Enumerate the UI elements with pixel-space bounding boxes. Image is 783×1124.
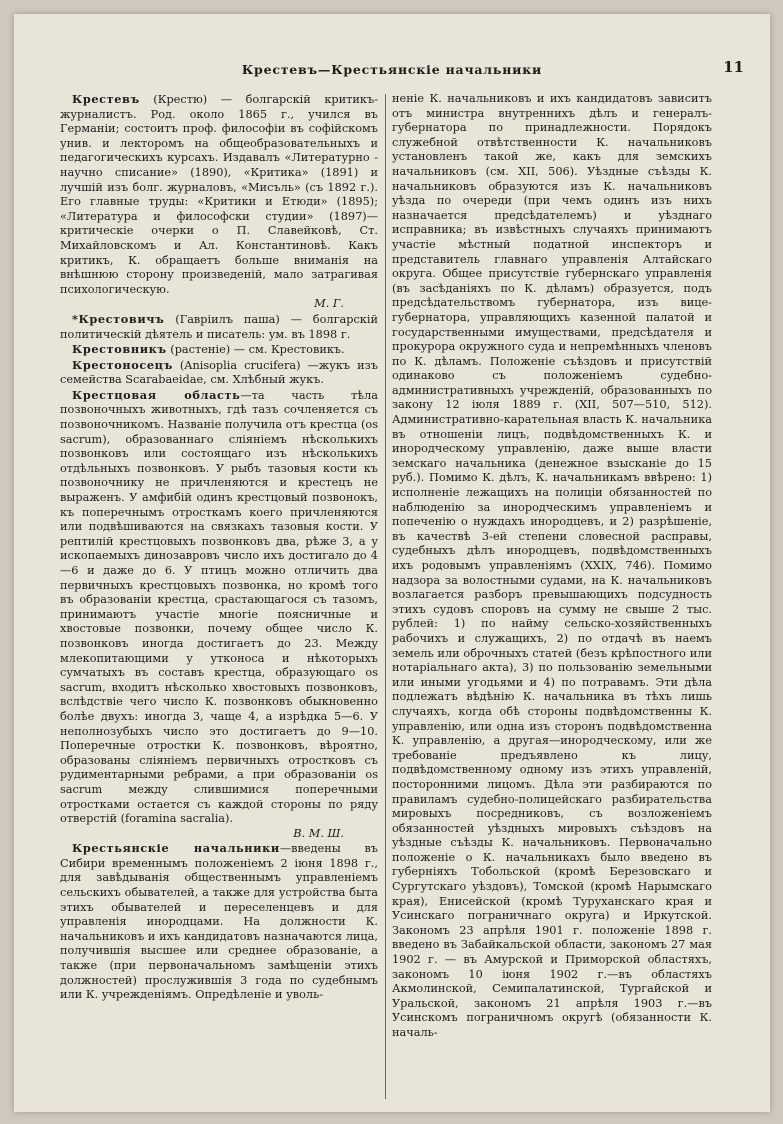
entry-text: (растеніе) — см. Крестовикъ.: [166, 343, 345, 357]
entry-text: (Anisoplia crucifera) —жукъ изъ семейства Scarabaeidae, см. Хлѣбный жукъ.: [60, 358, 378, 387]
headword: Крестьянскіе начальники: [72, 841, 280, 856]
author-signature: В. М. Ш.: [293, 826, 344, 840]
column-divider: [385, 94, 386, 1099]
entry-text: (Гавріилъ паша) — болгарскій политическій дѣятель и писатель: ум. въ 1898 г.: [60, 312, 378, 341]
entry-text: —введены въ Сибири временнымъ положеніемъ 2 іюня 1898 г., для завѣдыванія общественнымъ управленіемъ сельскихъ обывателей, а также для устройства быта этихъ обывателей и переселенцевъ и для управленія инородцами. На должности К. начальниковъ и ихъ кандидатовъ назначаются лица, получившія высшее или среднее образованіе, а также (при первоначальномъ замѣщеніи этихъ должностей) прослужившія 3 года по судебнымъ или К. учрежденіямъ. Опредѣленіе и уволь-: [60, 842, 378, 1002]
entry-krestovnik: [60, 342, 378, 358]
headword: Крестовникъ: [72, 342, 167, 357]
entry-krestovich: [60, 312, 378, 342]
entry-krestonosets: [60, 358, 378, 388]
right-column: [392, 92, 712, 1041]
page-number: 11: [723, 58, 744, 76]
author-signature: М. Г.: [314, 297, 344, 311]
entry-text: (Крестю) — болгарскій критикъ-журналистъ. Род. около 1865 г., учился въ Германіи; состоитъ проф. философіи въ софійскомъ унив. и лекторомъ на общеобразовательныхъ и педагогическихъ курсахъ. Издавалъ «Литературно - научно списание» (1890), «Критика» (1891) и лучшій изъ болг. журналовъ, «Мисъль» (съ 1892 г.). Его главные труды: «Критики и Етюди» (1895); «Литература и философски студии» (1897)—критическіе очерки о П. Славейковѣ, Ст. Михайловскомъ и Ал. Константиновѣ. Какъ критикъ, К. обращаетъ больше вниманія на внѣшнюю сторону произведеній, мало затрагивая психологическую.: [60, 93, 378, 296]
document-page: [14, 14, 770, 1112]
left-column: [60, 92, 378, 1003]
running-head: Крестевъ—Крестьянскіе начальники: [241, 62, 543, 77]
entry-sacral-region: [60, 388, 378, 827]
entry-continuation: неніе К. начальниковъ и ихъ кандидатовъ зависитъ отъ министра внутреннихъ дѣлъ и генералъ-губернатора по принадлежности. Порядокъ служебной отвѣтственности К. начальниковъ установленъ такой же, какъ для земскихъ начальниковъ (см. XII, 506). Уѣздные съѣзды К. начальниковъ образуются изъ К. начальниковъ уѣзда по очереди (при чемъ одинъ изъ нихъ назначается предсѣдателемъ) и уѣзднаго исправника; въ извѣстныхъ случаяхъ принимаютъ участіе мѣстный податной инспекторъ и представитель главнаго управленія Алтайскаго округа. Общее присутствіе губернскаго управленія (въ засѣданіяхъ по К. дѣламъ) образуется, подъ предсѣдательствомъ губернатора, изъ вице-губернатора, управляющихъ казенной палатой и государственными имуществами, предсѣдателя и прокурора окружного суда и непремѣнныхъ членовъ по К. дѣламъ. Положеніе съѣздовъ и присутствій одинаково съ положеніемъ судебно-административныхъ учрежденій, образованныхъ по закону 12 іюля 1889 г. (XII, 507—510, 512). Административно-карательная власть К. начальника въ отношеніи лицъ, подвѣдомственныхъ К. и инородческому управленію, даже выше власти земскаго начальника (денежное взысканіе до 15 руб.). Помимо К. дѣлъ, К. начальникамъ ввѣрено: 1) исполненіе лежащихъ на полиціи обязанностей по наблюденію за инородческимъ управленіемъ и попеченію о нуждахъ инородцевъ, и 2) разрѣшеніе, въ качествѣ 3-ей степени словесной расправы, судебныхъ дѣлъ инородцевъ, подвѣдомственныхъ ихъ родовымъ управленіямъ (XXIX, 746). Помимо надзора за волостными судами, на К. начальниковъ возлагается разборъ превышающихъ подсудность этихъ судовъ споровъ на сумму не свыше 2 тыс. рублей: 1) по найму сельско-хозяйственныхъ рабочихъ и служащихъ, 2) по отдачѣ въ наемъ земель или оброчныхъ статей (безъ крѣпостного или нотаріальнаго акта), 3) по пользованію земельными или иными угодьями и 4) по потравамъ. Эти дѣла подлежатъ вѣдѣнію К. начальника въ тѣхъ лишь случаяхъ, когда обѣ стороны подвѣдомственны К. управленію, или одна изъ сторонъ подвѣдомственна К. управленію, а другая—инородческому, или же требованіе предъявлено къ лицу, подвѣдомственному одному изъ этихъ управленій, посторонними лицомъ. Дѣла эти разбираются по правиламъ судебно-полицейскаго разбирательства мировыхъ посредниковъ, съ возложеніемъ обязанностей уѣздныхъ мировыхъ съѣздовъ на уѣздные съѣзды К. начальниковъ. Первоначально положеніе о К. начальникахъ было введено въ губерніяхъ Тобольской (кромѣ Березовскаго и Сургутскаго уѣздовъ), Томской (кромѣ Нарымскаго края), Енисейской (кромѣ Туруханскаго края и Усинскаго пограничнаго округа) и Иркутской. Закономъ 23 апрѣля 1901 г. положеніе 1898 г. введено въ Забайкальской области, закономъ 27 мая 1902 г. — въ Амурской и Приморской областяхъ, закономъ 10 іюня 1902 г.—въ областяхъ Акмолинской, Семипалатинской, Тургайской и Уральской, закономъ 21 апрѣля 1903 г.—въ Усинскомъ пограничномъ округѣ (обязанности К. началь-: [392, 92, 712, 1039]
headword: Крестцовая область: [72, 387, 241, 402]
headword: Крестевъ: [72, 92, 140, 106]
entry-krestev: [60, 92, 378, 297]
headword: Крестоносецъ: [72, 357, 173, 372]
entry-text: —та часть тѣла позвоночныхъ животныхъ, гдѣ тазъ сочленяется съ позвоночникомъ. Названіе получила отъ крестца (os sacrum), образованнаго сліяніемъ нѣсколькихъ позвонковъ или состоящаго изъ нѣсколькихъ отдѣльныхъ позвонковъ. У рыбъ тазовыя кости къ позвоночнику не причленяются и крестецъ не выраженъ. У амфибій одинъ крестцовый позвонокъ, къ поперечнымъ отросткамъ коего причленяются или подвѣшиваются на связкахъ тазовыя кости. У рептилій крестцовыхъ позвонковъ два, рѣже 3, а у ископаемыхъ динозавровъ число ихъ достигало до 4—6 и даже до 6. У птицъ можно отличить два первичныхъ крестцовыхъ позвонка, но кромѣ того въ образованіи крестца, срастающагося съ тазомъ, принимаютъ участіе многіе поясничные и хвостовые позвонки, почему общее число К. позвонковъ иногда достигаетъ до 23. Между млекопитающими у утконоса и нѣкоторыхъ сумчатыхъ въ составъ крестца, образующаго os sacrum, входитъ нѣсколько хвостовыхъ позвонковъ, вслѣдствіе чего число К. позвонковъ обыкновенно болѣе двухъ: иногда 3, чаще 4, а изрѣдка 5—6. У неполнозубыхъ число это достигаетъ до 9—10. Поперечные отростки К. позвонковъ, вѣроятно, образованы сліяніемъ первичныхъ отростковъ съ рудиментарными ребрами, а при образованіи os sacrum между слившимися поперечными отростками остается съ каждой стороны по ряду отверстій (foramina sacralia).: [60, 388, 378, 826]
entry-peasant-chiefs: [60, 841, 378, 1003]
headword: *Крестовичъ: [72, 311, 165, 326]
